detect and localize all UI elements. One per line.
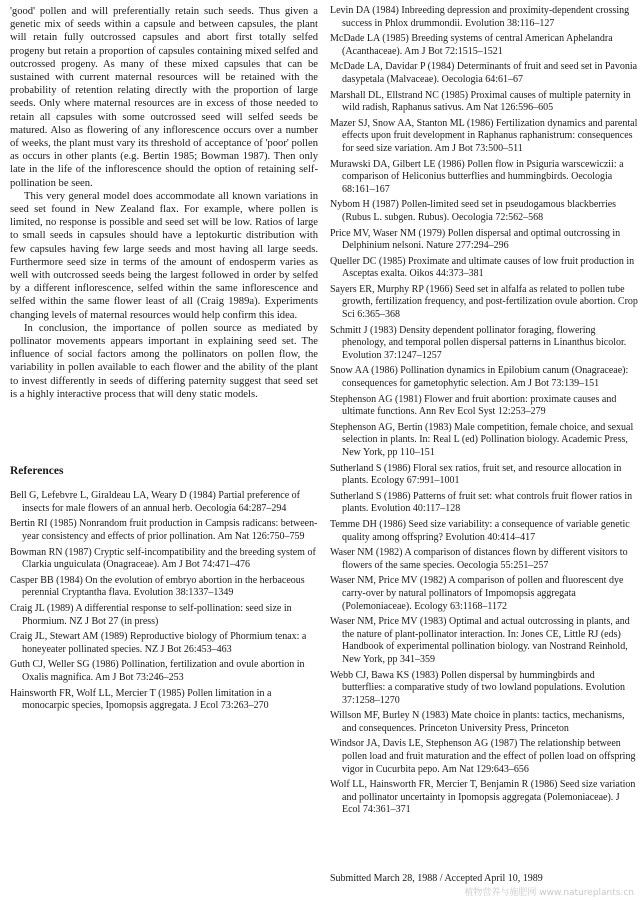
reference-item: Sutherland S (1986) Floral sex ratios, fruit set, and resource allocation in plants. Ecology 67:991–1001 [330,462,622,487]
reference-item: Mazer SJ, Snow AA, Stanton ML (1986) Fertilization dynamics and parental effects upon fruit development in Raphanus raphanistrum: consequences for seed size variation. Am J Bot 73:500–511 [330,117,638,154]
reference-item: Waser NM, Price MV (1983) Optimal and actual outcrossing in plants, and the nature of plant-pollinator interaction. In: Jones CE, Little RJ (eds) Handbook of experimental pollination biology. van Nostrand Reinhold, New York, pp 341–359 [330,616,630,665]
submission-dates: Submitted March 28, 1988 / Accepted April 10, 1989 [330,873,543,884]
reference-item: Bertin RI (1985) Nonrandom fruit production in Campsis radicans: between-year consistency and effects of prior pollination. Am Nat 126:750–759 [10,518,318,543]
reference-item: Stephenson AG, Bertin (1983) Male competition, female choice, and sexual selection in plants. In: Real L (ed) Pollination biology. Academic Press, New York, pp 110–151 [330,421,634,458]
reference-item: Levin DA (1984) Inbreeding depression and proximity-dependent crossing success in Phlox drummondii. Evolution 38:116–127 [330,5,630,29]
reference-item: Casper BB (1984) On the evolution of embryo abortion in the herbaceous perennial Cryptantha flava. Evolution 38:1337–1349 [10,574,305,599]
reference-item: Bell G, Lefebvre L, Giraldeau LA, Weary D (1984) Partial preference of insects for male flowers of an annual herb. Oecologia 64:287–294 [10,490,300,514]
reference-item: Snow AA (1986) Pollination dynamics in Epilobium canum (Onagraceae): consequences for gametophytic selection. Am J Bot 73:139–151 [330,365,629,390]
reference-item: Price MV, Waser NM (1979) Pollen dispersal and optimal outcrossing in Delphinium nelsoni. Nature 277:294–296 [330,227,621,252]
reference-item: Wolf LL, Hainsworth FR, Mercier T, Benjamin R (1986) Seed size variation and pollinator uncertainty in Ipomopsis aggregata (Polemoniaceae). J Ecol 74:361–371 [330,779,636,816]
references-list-right [330,5,638,817]
body-text [10,5,318,401]
paragraph-3: In conclusion, the importance of pollen source as mediated by pollinator movements appears important in explaining seed set. The influence of social factors among the pollinators on pollen flow, the variability in pollen available to each flower and the ability of the plant to invest differently in seeds of differing paternity suggest that seed set is a highly interactive process that will deny static models. [10,322,318,400]
reference-item: Bowman RN (1987) Cryptic self-incompatibility and the breeding system of Clarkia unguiculata (Onagraceae). Am J Bot 74:471–476 [10,546,316,571]
reference-item: Guth CJ, Weller SG (1986) Pollination, fertilization and ovule abortion in Oxalis magnifica. Am J Bot 73:246–253 [10,659,305,684]
reference-item: Waser NM (1982) A comparison of distances flown by different visitors to flowers of the same species. Oecologia 55:251–257 [330,547,628,571]
reference-item: Windsor JA, Davis LE, Stephenson AG (1987) The relationship between pollen load and fruit maturation and the effect of pollen load on offspring vigor in Cucurbita pepo. Am Nat 129:643–656 [330,738,636,775]
reference-item: McDade LA, Davidar P (1984) Determinants of fruit and seed set in Pavonia dasypetala (Malvaceae). Oecologia 64:61–67 [330,61,638,85]
reference-item: Hainsworth FR, Wolf LL, Mercier T (1985) Pollen limitation in a monocarpic species, Ipomopsis aggregata. J Ecol 73:263–270 [10,687,272,712]
left-column [10,5,318,890]
reference-item: Nybom H (1987) Pollen-limited seed set in pseudogamous blackberries (Rubus L. subgen. Rubus). Oecologia 72:562–568 [330,199,617,223]
reference-item: Stephenson AG (1981) Flower and fruit abortion: proximate causes and ultimate functions. Ann Rev Ecol Syst 12:253–279 [330,393,617,418]
references-heading: References [10,465,64,478]
paragraph-1: 'good' pollen and will preferentially retain such seeds. Thus given a genetic mix of seeds within a capsule and between capsules, the plant will retain fully outcrossed capsules and abort first totally selfed progeny but retain a proportion of capsules containing mixed selfed and outcrossed progeny. As many of these mixed capsules that can be sustained with current maternal resources will be retained with the probability of retention relating directly with the proportion of large seeds. Only where maternal resources are in excess of those needed to retain all capsules with some outcrossed seed will selfed seeds be matured. Also as flowering of any inflorescence occurs over a number of weeks, the plant must vary its threshold of acceptance of 'poor' pollen as occurs in other plants (e.g. Bertin 1985; Bowman 1987). Then only late in the life of the inflorescence should the option of retaining self-pollination be seen. [10,6,318,189]
references-list-left [10,490,318,713]
paragraph-2: This very general model does accommodate all known variations in seed set found in New Zealand flax. For example, where pollen is limited, no response is possible and seed set will be low. Ratios of large to small seeds in capsules should have a leptokurtic distribution with few capsules having few large seeds and most having all large seeds. Furthermore seed size in terms of the amount of endosperm varies as well with outcrossed seeds being the largest followed in order by selfed by a different inflorescence, selfed within the same inflorescence and selfed within the same flower least of all (Craig 1989a). Experiments changing levels of maternal resources would help confirm this idea. [10,190,318,321]
reference-item: Willson MF, Burley N (1983) Mate choice in plants: tactics, mechanisms, and consequences. Princeton University Press, Princeton [330,710,625,734]
reference-item: Craig JL, Stewart AM (1989) Reproductive biology of Phormium tenax: a honeyeater pollinated species. NZ J Bot 26:453–463 [10,631,307,655]
reference-item: Temme DH (1986) Seed size variability: a consequence of variable genetic quality among offspring? Evolution 40:414–417 [330,518,630,543]
reference-item: Marshall DL, Ellstrand NC (1985) Proximal causes of multiple paternity in wild radish, Raphanus sativus. Am Nat 126:596–605 [330,89,631,114]
reference-item: McDade LA (1985) Breeding systems of central American Aphelandra (Acanthaceae). Am J Bot 72:1515–1521 [330,33,613,57]
reference-item: Queller DC (1985) Proximate and ultimate causes of low fruit production in Asceptas exalta. Oikos 44:373–381 [330,255,635,280]
right-column [330,5,638,865]
reference-item: Craig JL (1989) A differential response to self-pollination: seed size in Phormium. NZ J Bot 27 (in press) [10,603,292,627]
reference-item: Waser NM, Price MV (1982) A comparison of pollen and fluorescent dye carry-over by natural pollinators of Impomopsis aggregata (Polemoniaceae). Ecology 63:1168–1172 [330,575,624,612]
watermark: 植物营养与施肥网 www.natureplants.cn [464,888,634,898]
reference-item: Schmitt J (1983) Density dependent pollinator foraging, flowering phenology, and temporal pollen dispersal patterns in Linanthus bicolor. Evolution 37:1247–1257 [330,324,627,361]
reference-item: Sayers ER, Murphy RP (1966) Seed set in alfalfa as related to pollen tube growth, fertilization frequency, and post-fertilization ovule abortion. Crop Sci 6:365–368 [330,283,638,321]
reference-item: Murawski DA, Gilbert LE (1986) Pollen flow in Psiguria warscewiczii: a comparison of Heliconius butterflies and hummingbirds. Oecologia 68:161–167 [330,158,624,195]
reference-item: Webb CJ, Bawa KS (1983) Pollen dispersal by hummingbirds and butterflies: a comparative study of two lowland populations. Evolution 37:1258–1270 [330,669,626,706]
reference-item: Sutherland S (1986) Patterns of fruit set: what controls fruit flower ratios in plants. Evolution 40:117–128 [330,490,633,515]
